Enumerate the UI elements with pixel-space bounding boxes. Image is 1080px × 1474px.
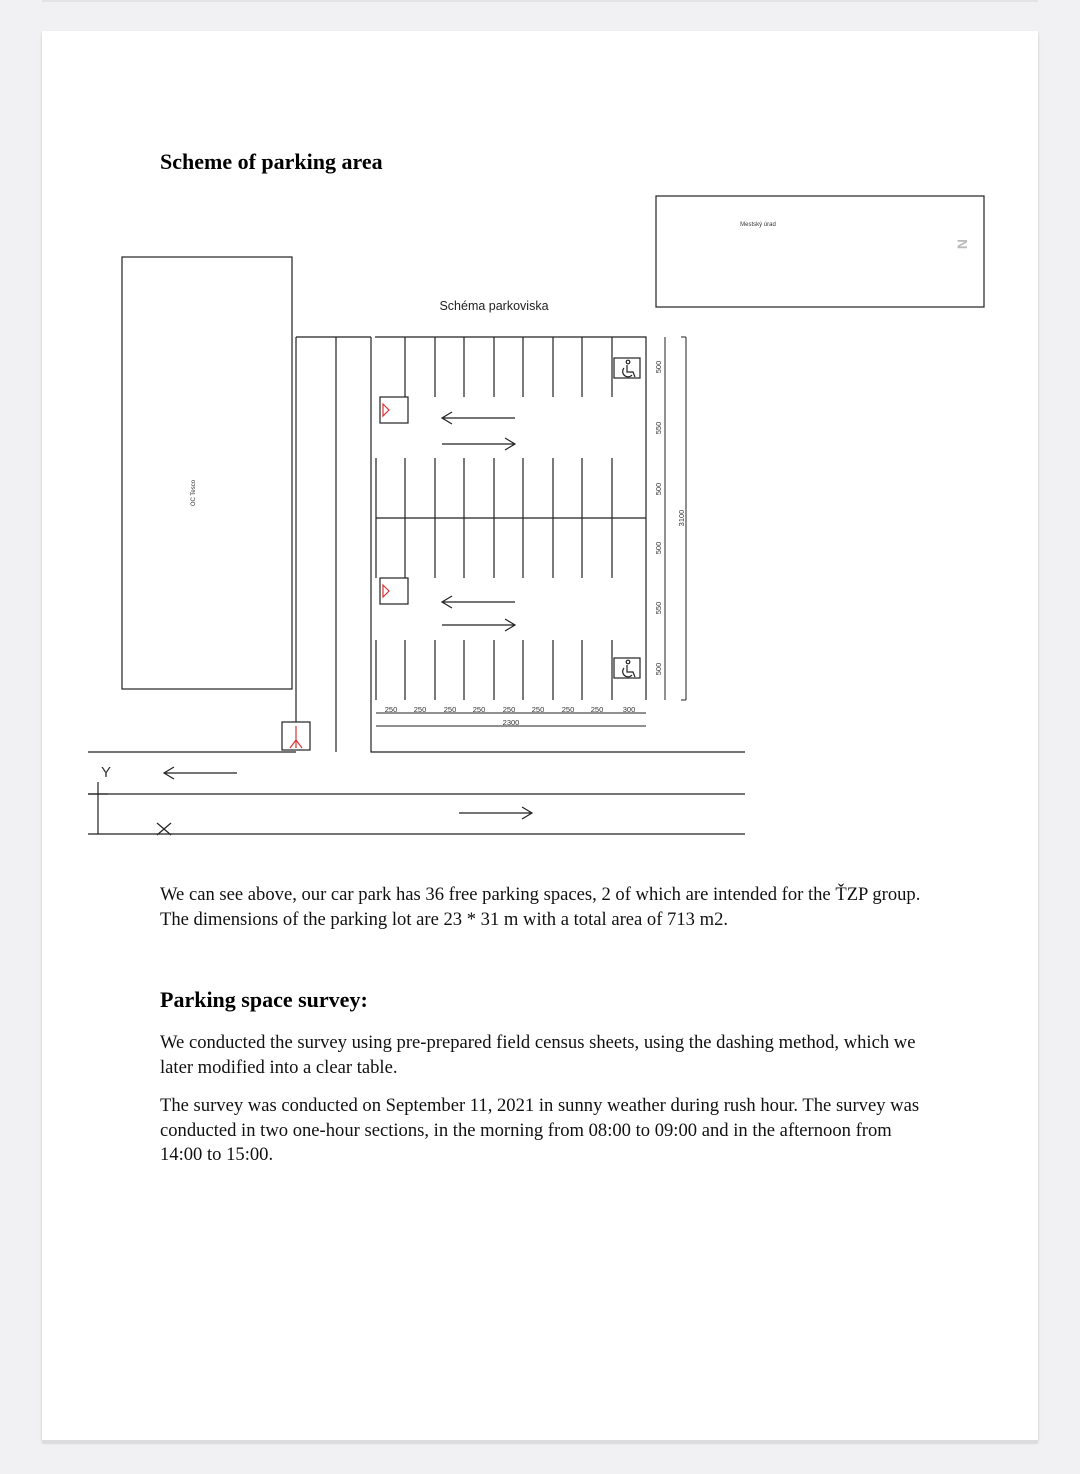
lot-outline bbox=[371, 337, 745, 752]
axis-x-label: X bbox=[183, 840, 184, 841]
entrance-marker bbox=[380, 578, 408, 604]
bottom-dimension-labels bbox=[385, 705, 636, 727]
diagram-title: Schéma parkoviska bbox=[439, 299, 549, 313]
dim-label: 550 bbox=[654, 601, 663, 615]
dim-label: 500 bbox=[654, 541, 663, 555]
parking-scheme-diagram bbox=[42, 31, 1038, 851]
side-dimension-labels bbox=[654, 361, 686, 676]
lot-traffic-arrows bbox=[442, 412, 515, 631]
dim-label: 250 bbox=[590, 705, 604, 714]
dim-label: 500 bbox=[654, 360, 663, 374]
top-building-label: Mestský úrad bbox=[740, 222, 776, 228]
bottom-row-bays bbox=[376, 640, 612, 700]
axis-y-label: Y bbox=[100, 764, 112, 781]
top-building bbox=[656, 196, 984, 307]
dim-label: 500 bbox=[654, 662, 663, 676]
heading-scheme: Scheme of parking area bbox=[160, 149, 383, 174]
dim-label: 250 bbox=[384, 705, 398, 714]
road bbox=[88, 752, 745, 834]
entrance-marker bbox=[282, 722, 310, 750]
viewer-bottom-edge bbox=[42, 1440, 1038, 1444]
viewer-top-edge bbox=[42, 0, 1038, 2]
left-building-label: OC Tesco bbox=[191, 479, 197, 507]
left-building bbox=[122, 257, 292, 689]
heading-survey: Parking space survey: bbox=[160, 987, 368, 1012]
dim-label: 250 bbox=[472, 705, 486, 714]
dim-label: 250 bbox=[443, 705, 457, 714]
entrance-marker bbox=[380, 397, 408, 423]
dim-label: 550 bbox=[654, 421, 663, 435]
paragraph-method: We conducted the survey using pre-prepared field census sheets, using the dashing method, which we later modified into a clear table. bbox=[160, 1032, 916, 1078]
paragraph-schedule: The survey was conducted on September 11, 2021 in sunny weather during rush hour. The survey was conducted in two one-hour sections, in the morning from 08:00 to 09:00 and in the afternoon from 14:00 to 15:00. bbox=[160, 1095, 920, 1165]
accessible-parking-icon bbox=[614, 658, 640, 678]
dim-label: 250 bbox=[531, 705, 545, 714]
dim-label: 500 bbox=[654, 482, 663, 496]
middle-upper-bays bbox=[376, 458, 612, 518]
dim-label: 250 bbox=[413, 705, 427, 714]
top-row-bays bbox=[405, 337, 612, 397]
north-indicator: N bbox=[954, 238, 970, 250]
paragraph-capacity: We can see above, our car park has 36 free parking spaces, 2 of which are intended for the ŤZP group. The dimensions of the parking lot are 23 * 31 m with a total area of 713 m2. bbox=[160, 884, 921, 930]
document-page bbox=[42, 31, 1038, 1440]
dim-total-label: 2300 bbox=[502, 718, 520, 727]
accessible-parking-icon bbox=[614, 358, 640, 378]
dim-label: 300 bbox=[622, 705, 636, 714]
dim-total-label: 3100 bbox=[677, 509, 686, 527]
dim-label: 250 bbox=[561, 705, 575, 714]
driveway bbox=[296, 337, 371, 752]
axis-indicator bbox=[88, 782, 171, 835]
dim-label: 250 bbox=[502, 705, 516, 714]
middle-lower-bays bbox=[376, 518, 612, 578]
